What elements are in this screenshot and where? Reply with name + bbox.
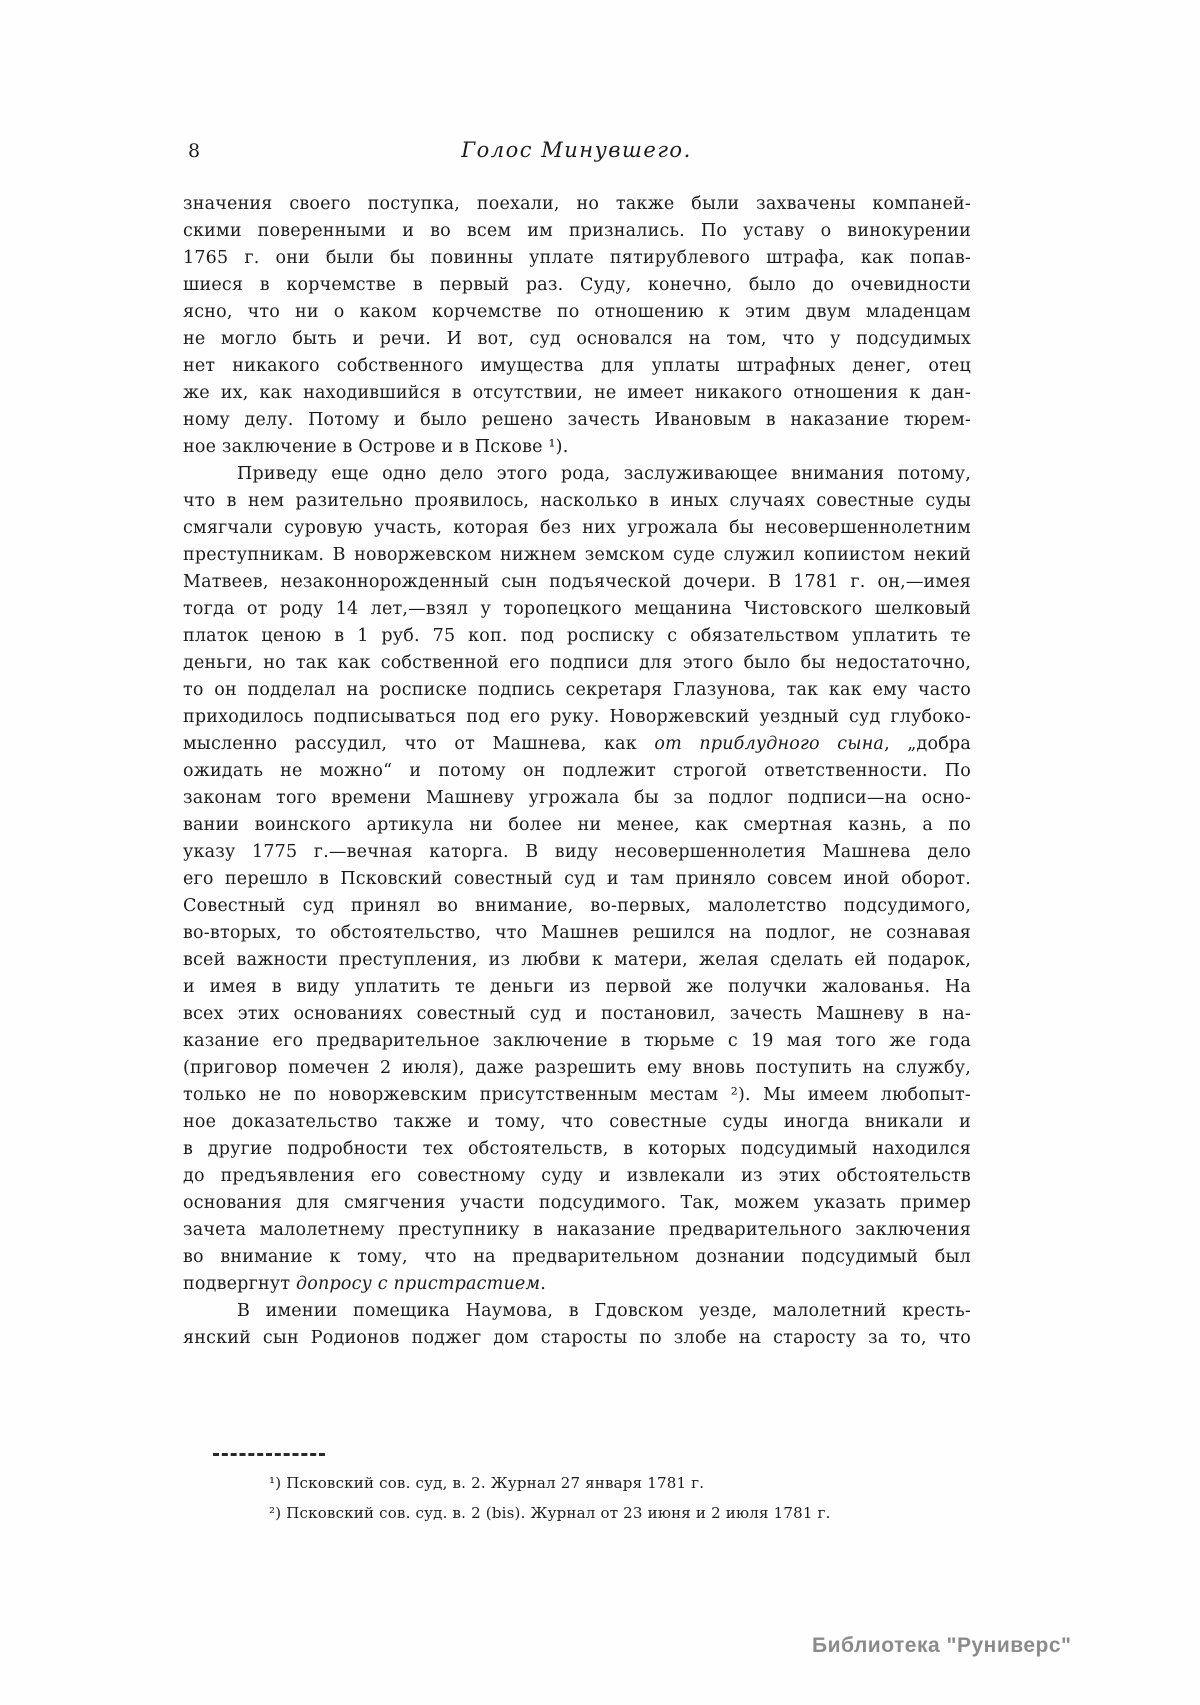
- text-line: казание его предварительное заключение в тюрьме с 19 мая того же года: [183, 1031, 971, 1051]
- footnote-separator: [213, 1453, 325, 1456]
- footnote: ¹) Псковский сов. суд, в. 2. Журнал 27 января 1781 г.: [269, 1474, 705, 1492]
- text-line: Совестный суд принял во внимание, во-первых, малолетство подсудимого,: [183, 896, 971, 916]
- text-line: во-вторых, то обстоятельство, что Машнев решился на подлог, не сознавая: [183, 923, 971, 943]
- text-line: мысленно рассудил, что от Машнева, как от приблудного сына, „добра: [183, 734, 972, 754]
- text-line: приходилось подписываться под его руку. Новоржевский уездный суд глубоко-: [183, 707, 971, 727]
- text-line: что в нем разительно проявилось, насколько в иных случаях совестные суды: [183, 491, 971, 511]
- text-line: янский сын Родионов поджег дом старосты по злобе на старосту за то, что: [183, 1328, 971, 1348]
- text-line: и имея в виду уплатить те деньги из первой же получки жалованья. На: [183, 977, 971, 997]
- text-line: во внимание к тому, что на предварительном дознании подсудимый был: [183, 1247, 971, 1267]
- text-line: 1765 г. они были бы повинны уплате пятирублевого штрафа, как попав-: [183, 248, 971, 268]
- text-line: не могло быть и речи. И вот, суд основался на том, что у подсудимых: [183, 329, 971, 349]
- text-line: деньги, но так как собственной его подписи для этого было бы недостаточно,: [183, 653, 971, 673]
- text-line: Матвеев, незаконнорожденный сын подъяческой дочери. В 1781 г. он,—имея: [183, 572, 971, 592]
- page-number: 8: [188, 140, 201, 162]
- text-line: зачета малолетнему преступнику в наказание предварительного заключения: [183, 1220, 971, 1240]
- text-line: скими поверенными и во всем им признались. По уставу о винокурении: [183, 221, 971, 241]
- text-line: преступникам. В новоржевском нижнем земском суде служил копиистом некий: [183, 545, 971, 565]
- text-line: подвергнут допросу с пристрастием.: [183, 1274, 546, 1294]
- text-line: всей важности преступления, из любви к матери, желая сделать ей подарок,: [183, 950, 971, 970]
- text-line: основания для смягчения участи подсудимого. Так, можем указать пример: [183, 1193, 971, 1213]
- text-line: то он подделал на росписке подпись секретаря Глазунова, так как ему часто: [183, 680, 971, 700]
- text-line: ное заключение в Острове и в Пскове ¹).: [183, 437, 569, 457]
- text-line: нет никакого собственного имущества для уплаты штрафных денег, отец: [183, 356, 971, 376]
- page-header: [183, 138, 970, 168]
- text-line: значения своего поступка, поехали, но также были захвачены компаней-: [183, 194, 971, 214]
- text-line: законам того времени Машневу угрожала бы за подлог подписи—на осно-: [183, 788, 971, 808]
- text-line: В имении помещика Наумова, в Гдовском уезде, малолетний кресть-: [237, 1301, 971, 1321]
- text-line: тогда от роду 14 лет,—взял у торопецкого мещанина Чистовского шелковый: [183, 599, 971, 619]
- text-line: шиеся в корчемстве в первый раз. Суду, конечно, было до очевидности: [183, 275, 971, 295]
- text-line: ному делу. Потому и было решено зачесть Ивановым в наказание тюрем-: [183, 410, 971, 430]
- text-line: ясно, что ни о каком корчемстве по отношению к этим двум младенцам: [183, 302, 971, 322]
- text-line: только не по новоржевским присутственным местам ²). Мы имеем любопыт-: [183, 1085, 971, 1105]
- text-line: платок ценою в 1 руб. 75 коп. под росписку с обязательством уплатить те: [183, 626, 971, 646]
- text-line: ожидать не можно“ и потому он подлежит строгой ответственности. По: [183, 761, 971, 781]
- text-line: смягчали суровую участь, которая без них угрожала бы несовершеннолетним: [183, 518, 971, 538]
- text-line: вании воинского артикула ни более ни менее, как смертная казнь, а по: [183, 815, 971, 835]
- text-line: Приведу еще одно дело этого рода, заслуживающее внимания потому,: [237, 464, 971, 484]
- body-lines: [183, 191, 971, 1352]
- text-line: (приговор помечен 2 июля), даже разрешить ему вновь поступить на службу,: [183, 1058, 971, 1078]
- text-line: его перешло в Псковский совестный суд и там приняло совсем иной оборот.: [183, 869, 971, 889]
- library-watermark: Библиотека "Руниверс": [812, 1634, 1072, 1657]
- text-line: же их, как находившийся в отсутствии, не имеет никакого отношения к дан-: [183, 383, 971, 403]
- footnotes: [183, 1468, 971, 1528]
- text-line: в другие подробности тех обстоятельств, в которых подсудимый находился: [183, 1139, 971, 1159]
- text-line: до предъявления его совестному суду и извлекали из этих обстоятельств: [183, 1166, 971, 1186]
- text-line: ное доказательство также и тому, что совестные суды иногда вникали и: [183, 1112, 971, 1132]
- text-line: указу 1775 г.—вечная каторга. В виду несовершеннолетия Машнева дело: [183, 842, 971, 862]
- text-line: всех этих основаниях совестный суд и постановил, зачесть Машневу в на-: [183, 1004, 971, 1024]
- journal-title: Голос Минувшего.: [461, 138, 692, 162]
- footnote: ²) Псковский сов. суд. в. 2 (bis). Журнал от 23 июня и 2 июля 1781 г.: [269, 1504, 831, 1522]
